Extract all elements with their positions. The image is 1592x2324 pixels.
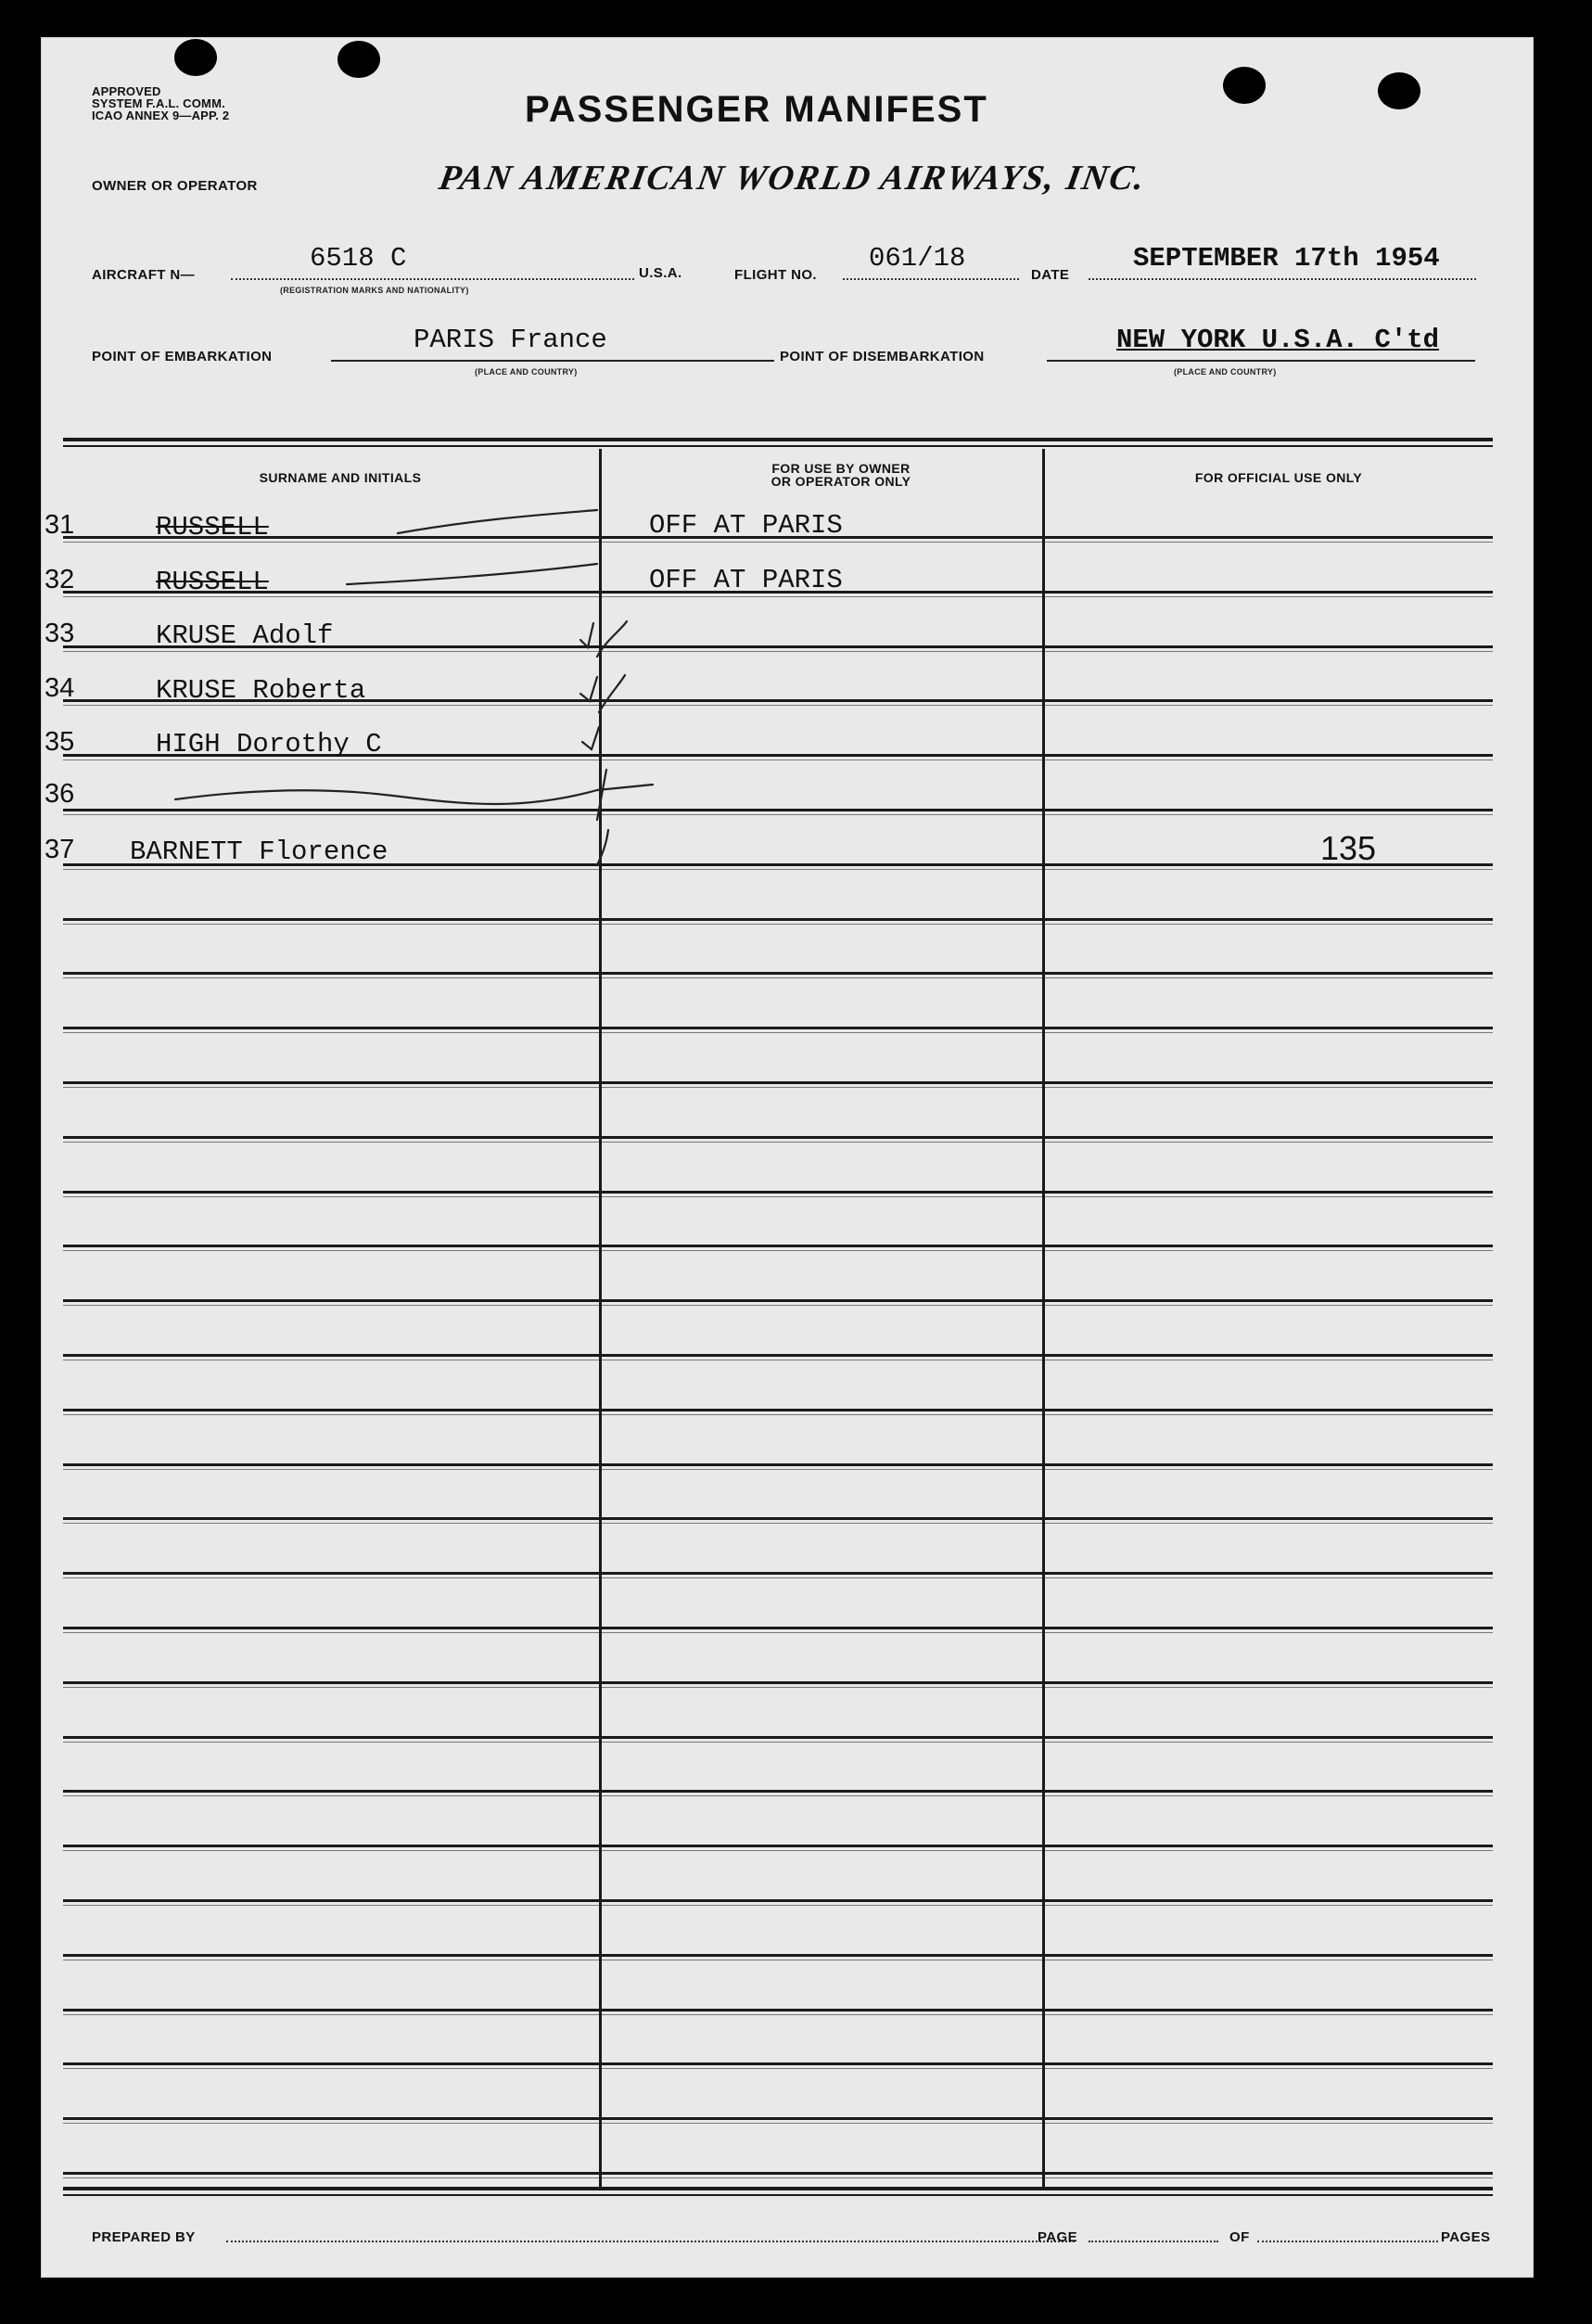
approval-line: APPROVED [92,84,161,98]
name-scribble-32 [347,564,597,584]
disembarkation-value: NEW YORK U.S.A. C'td [1116,325,1440,355]
disembarkation-label: POINT OF DISEMBARKATION [780,349,985,364]
row-number: 32 [45,565,75,594]
flight-value: 061/18 [869,243,966,274]
pages-label: PAGES [1441,2229,1491,2245]
row-number: 36 [45,779,75,809]
date-value: SEPTEMBER 17th 1954 [1133,243,1440,274]
disembarkation-caption: (PLACE AND COUNTRY) [1174,367,1277,377]
column-header-owner-line: OR OPERATOR ONLY [771,474,911,489]
passenger-name: RUSSELL [156,567,269,597]
name-scribble-31 [398,510,597,533]
checkmark-36 [597,770,606,820]
pen-marks [41,37,1534,2278]
manifest-sheet [41,37,1534,2278]
passenger-name: RUSSELL [156,512,269,543]
passenger-name: KRUSE Roberta [156,675,366,706]
date-label: DATE [1031,267,1070,283]
checkmark-35 [582,727,599,749]
aircraft-label: AIRCRAFT N— [92,267,196,283]
owner-remark: OFF AT PARIS [649,565,843,595]
checkmark-33 [580,621,627,657]
checkmark-34 [580,675,625,712]
row-number: 34 [45,673,75,703]
usa-label: U.S.A. [639,265,682,281]
page-title: PASSENGER MANIFEST [525,89,988,130]
column-header-owner-line: FOR USE BY OWNER [771,461,911,476]
column-header-official: FOR OFFICIAL USE ONLY [1194,470,1363,485]
checkmark-37 [597,830,608,865]
owner-value: PAN AMERICAN WORLD AIRWAYS, INC. [436,159,1150,198]
row-number: 33 [45,619,75,648]
owner-label: OWNER OR OPERATOR [92,178,258,194]
approval-line: ICAO ANNEX 9—APP. 2 [92,109,230,122]
page-label: PAGE [1038,2229,1077,2245]
embarkation-label: POINT OF EMBARKATION [92,349,273,364]
of-label: OF [1229,2229,1250,2245]
approval-line: SYSTEM F.A.L. COMM. [92,96,225,110]
page-underline [1089,2241,1218,2242]
passenger-name: KRUSE Adolf [156,620,334,651]
passenger-name: HIGH Dorothy C [156,729,382,760]
official-entry: 135 [1320,829,1377,867]
row-36-scribble [175,785,653,804]
column-header-surname: SURNAME AND INITIALS [259,470,422,485]
row-number: 35 [45,727,75,757]
row-number: 37 [45,835,75,864]
of-underline [1257,2241,1438,2242]
passenger-name: BARNETT Florence [130,836,388,867]
owner-remark: OFF AT PARIS [649,510,843,541]
embarkation-caption: (PLACE AND COUNTRY) [475,367,578,377]
prepared-by-label: PREPARED BY [92,2229,196,2245]
prepared-by-underline [226,2241,1075,2242]
flight-label: FLIGHT NO. [734,267,817,283]
embarkation-value: PARIS France [414,325,607,355]
aircraft-value: 6518 C [310,243,407,274]
aircraft-caption: (REGISTRATION MARKS AND NATIONALITY) [280,286,469,295]
row-number: 31 [45,510,75,540]
